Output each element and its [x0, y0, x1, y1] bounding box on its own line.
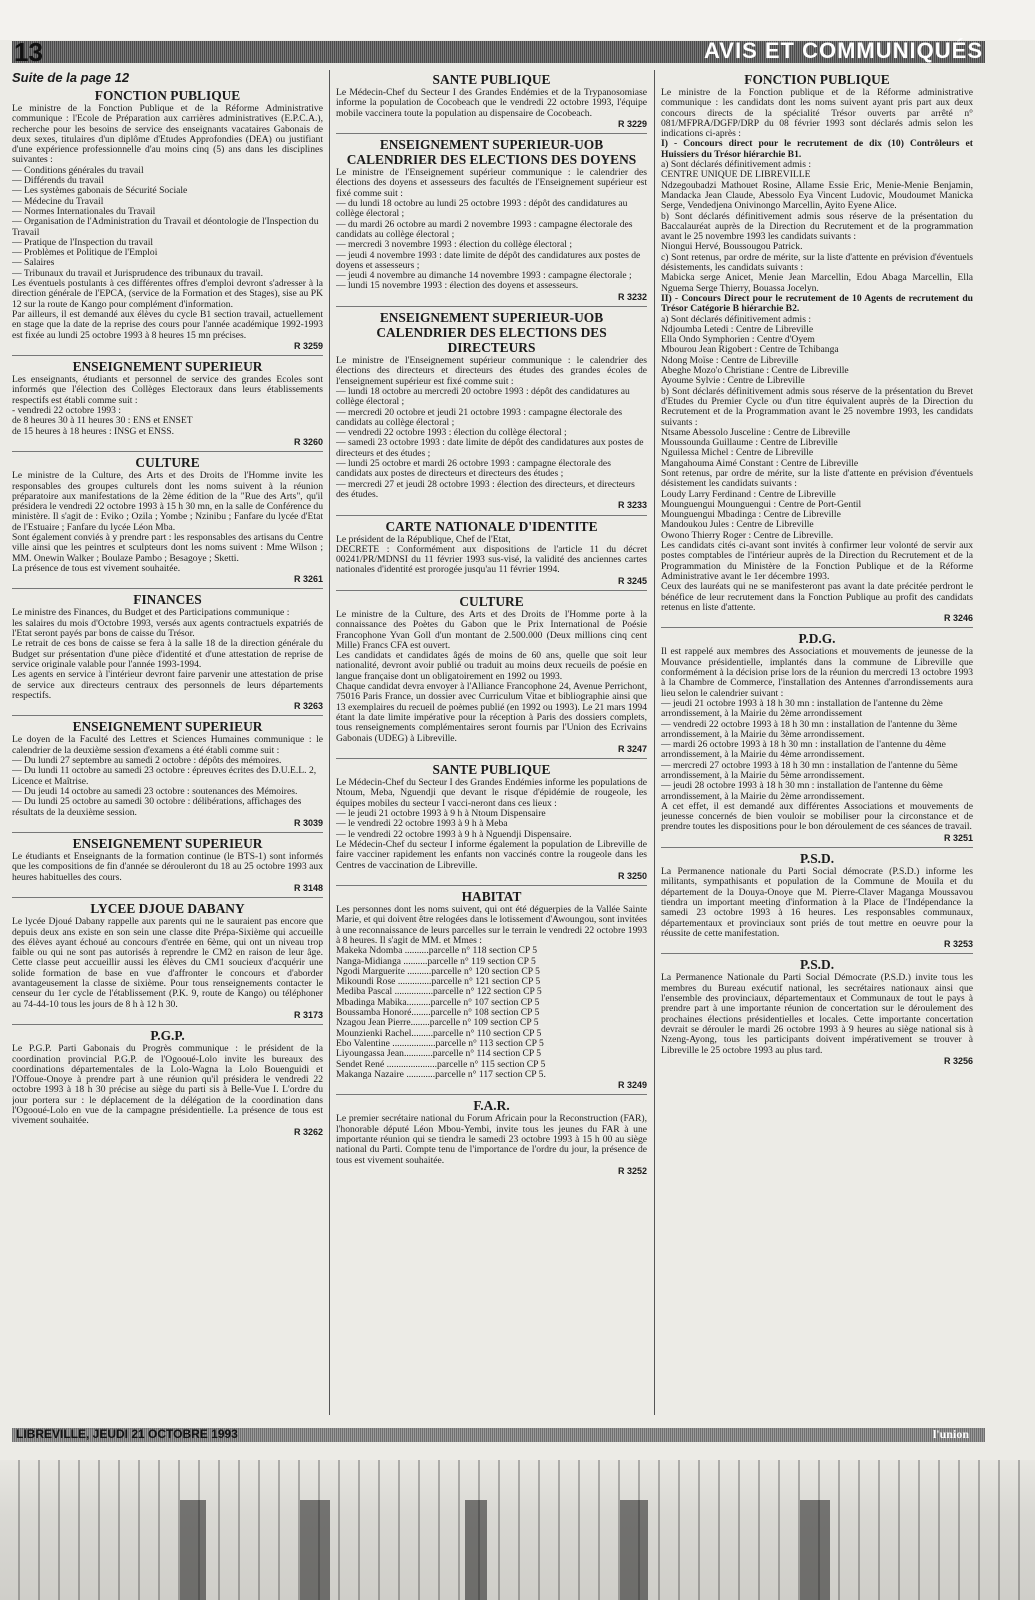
- continuation-note: Suite de la page 12: [12, 70, 130, 85]
- list-item: — mercredi 27 et jeudi 28 octobre 1993 : élection des directeurs, et directeurs des études.: [336, 478, 635, 500]
- notice-title: SANTE PUBLIQUE: [336, 758, 647, 777]
- list-item: — le vendredi 22 octobre 1993 à 9 h à Nguendji Dispensaire.: [336, 828, 572, 840]
- notice-text: Mabicka serge Anicet, Menie Jean Marcellin, Edou Abaga Marcellin, Ella Nguema Serge Thierry, Bouassa Jocelyn.: [661, 272, 973, 294]
- notice-text: Par ailleurs, il est demandé aux élèves du cycle B1 section travail, actuellement en stage que la date de la reprise des cours pour l'année académique 1992-1993 est fixée au lundi 25 octobre 1993 à 8 heures 15 mn précises.: [12, 308, 323, 341]
- notice-title: HABITAT: [336, 885, 647, 904]
- notice-text: Il est rappelé aux membres des Associations et mouvements de jeunesse de la Mouvance présidentielle, implantés dans la commune de Libreville que conformément à la décision prise lors de la réunion du mercredi 13 octobre 1993 à la Chambre de Commerce, l'installation des Antennes d'arrondissements aura lieu selon le calendrier suivant :: [661, 646, 973, 699]
- list-item: Ntsame Abessolo Jusceline : Centre de Libreville: [661, 426, 851, 438]
- notice-subheading: I) - Concours direct pour le recrutement de dix (10) Contrôleurs et Huissiers du Trésor hiérarchie B1.: [661, 138, 973, 160]
- list-item: Boussamba Honoré........parcelle n° 108 section CP 5: [336, 1007, 540, 1019]
- notice-text: La Permanence Nationale du Parti Social Démocrate (P.S.D.) invite tous les membres du Bureau exécutif national, les secrétaires nationaux ainsi que l'ensemble des provinciaux, départementaux et Communaux de tout le pays à prendre part à une importante réunion de concertation sur le déroulement des prochaines élections présidentielles et locales. Cette importante concertation devrait se dérouler le mardi 26 octobre 1993 à 9 heures au siège national sis à Nzeng-Ayong, tous les participants doivent impérativement se trouver à Libreville le 25 octobre 1993 au plus tard.: [661, 972, 973, 1056]
- schedule-list: [336, 199, 647, 292]
- list-item: Nguilessa Michel : Centre de Libreville: [661, 447, 814, 459]
- notice-title: FONCTION PUBLIQUE: [744, 72, 890, 87]
- schedule-list: [336, 809, 647, 840]
- notice-title: ENSEIGNEMENT SUPERIEUR: [12, 715, 323, 734]
- list-item: Ngodi Marguerite ..........parcelle n° 120 section CP 5: [336, 965, 540, 977]
- list-item: Makanga Nazaire ............parcelle n° 117 section CP 5.: [336, 1068, 546, 1080]
- list-item: Loudy Larry Ferdinand : Centre de Libreville: [661, 488, 836, 500]
- notice-title: P.G.P.: [12, 1024, 323, 1043]
- scan-stripe: [180, 1500, 206, 1600]
- notice-text: Le Médecin-Chef du secteur I informe également la population de Libreville de faire vacciner rapidement les enfants non vaccinés contre la rougeole dans les Centres de vaccination de Libreville.: [336, 838, 647, 871]
- notice-text: Sont également conviés à y prendre part : les responsables des artisans du Centre ville ainsi que les peintres et sculpteurs dont les noms suivent : Mme Wilson ; MM. Onewin Walker ; Boulaze Pambo ; Besagoye ; Sketti.: [12, 531, 323, 564]
- column-1: [12, 70, 323, 1415]
- notice-title: ENSEIGNEMENT SUPERIEUR: [12, 355, 323, 374]
- notice-text: Ndzegoubadzi Mathouet Rosine, Allame Essie Eric, Menie-Menie Benjamin, Mandacka Jean Claude, Abessolo Eya Vincent Ludovic, Moudoumet Manicka Serge, Vendedjena Onivinongo Marcellin, Ayito Eyene Alice.: [661, 179, 973, 212]
- notice-text: Les éventuels postulants à ces différentes offres d'emploi devront s'adresser à la direction générale de l'EPCA, (service de la Formation et des Stages), sise au PK 12 sur la route de Kango pour complément d'information.: [12, 278, 323, 310]
- notice-text: Le ministre de la Culture, des Arts et des Droits de l'Homme porte à la connaissance des Poètes du Gabon que le Prix International de Poésie Francophone Yvan Goll d'un montant de 2.500.000 (Deux millions cinq cent Mille) Francs CFA est ouvert.: [336, 608, 647, 651]
- notice-text: Les candidats et candidates âgés de moins de 60 ans, quelle que soit leur nationalité, devront avoir publié ou traduit au moins deux recueils de poésie en langue française dont un obligatoirement en 1992 ou 1993.: [336, 650, 647, 682]
- notice-title: ENSEIGNEMENT SUPERIEUR: [12, 832, 323, 851]
- notice-text: La Permanence nationale du Parti Social démocrate (P.S.D.) informe les militants, sympathisants et population de la Commune de Mouila et du département de la Douya-Onoye que M. Pierre-Claver Maganga Moussavou tiendra un important meeting d'information à la Place de l'Indépendance la samedi 23 octobre 1993 à 16 heures. Les responsables communaux, départementaux et provinciaux sont priés de tout mettre en oeuvre pour la réussite de cette manifestation.: [661, 866, 973, 939]
- scan-stripe: [620, 1500, 648, 1600]
- notice-text: Les enseignants, étudiants et personnel de service des grandes Ecoles sont informés que l'élection des Collèges Electoraux dans leurs établissements respectifs est établi comme suit :: [12, 374, 323, 406]
- notice-culture: [12, 451, 323, 584]
- column-rule: [329, 70, 330, 1415]
- notice-ref: R 3247: [617, 743, 647, 754]
- list-item: Abeghe Mozo'o Christiane : Centre de Libreville: [661, 365, 849, 377]
- footer-dateline: LIBREVILLE, JEUDI 21 OCTOBRE 1993: [16, 1427, 238, 1441]
- list-item: — lundi 18 octobre au mercredi 20 octobre 1993 : dépôt des candidatures au collège électoral ;: [336, 385, 630, 408]
- list-item: Mounguengui Mounguengui : Centre de Port-Gentil: [661, 498, 862, 510]
- notice-ref: R 3246: [943, 613, 973, 624]
- notice-ref: R 3252: [617, 1165, 647, 1176]
- notice-text: b) Sont déclarés définitivement admis sous réserve de la présentation du Baccalauréat auprès de la Direction du Recrutement et de la programmation avant le 25 novembre 1993 les candidats suivants :: [661, 210, 973, 243]
- list-item: Mikoundi Rose ..............parcelle n° 121 section CP 5: [336, 976, 541, 988]
- notice-subheading: II) - Concours Direct pour le recrutement de 10 Agents de recrutement du Trésor Catégorie B hiérarchie B2.: [661, 292, 973, 315]
- notice-title: FONCTION PUBLIQUE: [94, 88, 241, 103]
- notice-sante-publique: [336, 72, 647, 129]
- list-item: Mounzienki Rachel.........parcelle n° 110 section CP 5: [336, 1027, 542, 1039]
- schedule-list: [661, 699, 973, 802]
- notice-carte-identite: [336, 515, 647, 586]
- section-title: AVIS ET COMMUNIQUÉS: [704, 38, 983, 63]
- notice-elections-directeurs: [336, 306, 647, 510]
- notice-title: CULTURE: [12, 451, 323, 470]
- notice-text: Le retrait de ces bons de caisse se fera à la salle 18 de la direction générale du Budget sur présentation d'une pièce d'identité et d'une attestation de reprise de service originale valable pour l'année 1993-1994.: [12, 638, 323, 670]
- notice-text: Le Médecin-Chef du Secteur I des Grandes Endémies et de la Trypanosomiase informe la population de Cocobeach que le vendredi 22 octobre 1993, l'équipe mobile vaccinera toute la population au dispensaire de Cocobeach.: [336, 87, 647, 119]
- notice-ref: R 3263: [293, 701, 323, 712]
- scan-stripe: [800, 1500, 830, 1600]
- notice-text: A cet effet, il est demandé aux différentes Associations et mouvements de jeunesse concernés de bien vouloir se mobiliser pour la circonstance et de prendre toutes les dispositions pour le bon déroulement de ces séances de travail.: [661, 800, 973, 833]
- notice-enseignement-superieur: [12, 355, 323, 447]
- parcel-list: [336, 946, 647, 1080]
- notice-far: [336, 1094, 647, 1176]
- notice-ref: R 3249: [617, 1080, 647, 1091]
- list-item: Mandoukou Jules : Centre de Libreville: [661, 519, 814, 531]
- list-item: — du lundi 18 octobre au lundi 25 octobre 1993 : dépôt des candidatures au collège électoral ;: [336, 198, 628, 220]
- notice-ref: R 3232: [617, 291, 647, 302]
- admitted-list: [661, 325, 973, 387]
- list-item: Mangahouma Aimé Constant : Centre de Libreville: [661, 457, 859, 469]
- list-item: — Tribunaux du travail et Jurisprudence des tribunaux du travail.: [12, 267, 263, 279]
- notice-ref: R 3253: [943, 939, 973, 950]
- notice-psd: [661, 953, 973, 1066]
- list-item: — Organisation de l'Administration du Travail et déontologie de l'Inspection du Travail: [12, 216, 319, 238]
- notice-text: de 8 heures 30 à 11 heures 30 : ENS et ENSET: [12, 415, 193, 427]
- notice-text: c) Sont retenus, par ordre de mérite, sur la liste d'attente en prévision d'éventuels désistements, les candidats suivants :: [661, 251, 973, 274]
- notice-text: Le ministre de l'Enseignement supérieur communique : le calendrier des élections des doyens et assesseurs des facultés de l'Enseignement supérieur est fixé comme suit :: [336, 167, 647, 199]
- list-item: — Médecine du Travail: [12, 195, 104, 207]
- list-item: Mounguengui Mbadinga : Centre de Libreville: [661, 509, 841, 521]
- list-item: — lundi 15 novembre 1993 : élection des doyens et assesseurs.: [336, 280, 579, 292]
- list-item: — mercredi 3 novembre 1993 : élection du collège électoral ;: [336, 239, 573, 251]
- scan-stripe: [300, 1500, 330, 1600]
- notice-text: Le ministre des Finances, du Budget et des Participations communique :: [12, 607, 290, 619]
- notice-text: les salaires du mois d'Octobre 1993, versés aux agents contractuels expatriés de l'Etat seront payés par bons de caisse du Trésor.: [12, 617, 323, 640]
- notice-text: b) Sont déclarés définitivement admis sous réserve de la présentation du Brevet d'Etudes du Premier Cycle ou d'un titre équivalent auprès de la Direction du Recrutement et de la Programmation avant le 25 novembre 1993, les candidats suivants :: [661, 385, 973, 428]
- notice-text: Le ministre de la Fonction publique et de la Réforme administrative communique : les candidats dont les noms suivent ayant pris part aux deux concours directs de la spécialité Trésor ouverts par arrêté n° 081/MFPRA/DGFP/DRP du 08 février 1993 sont déclarés admis selon les indications ci-après :: [661, 87, 973, 140]
- list-item: — Du lundi 27 septembre au samedi 2 octobre : dépôts des mémoires.: [12, 755, 282, 767]
- notice-text: Le lycée Djoué Dabany rappelle aux parents qui ne le sauraient pas encore que depuis deux ans existe en son sein une classe dite Prépa-Sixième qui accueille des élèves ayant échoué au concours d'entrée en 6ème, qui ont un niveau trop faible ou qui ne sont pas autorisés à reprendre le CM2 en raison de leur âge. Cette classe peut accueillir aussi les élèves du CM1 soucieux d'acquérir une solide formation de base en vue d'affronter le concours et d'aborder avantageusement la classe de sixième. Pour tous renseignements contacter le censeur du 1er cycle de l'établissement (P.K. 9, route de Kango) ou téléphoner au 74-44-10 tous les jours de 8 h à 12 h 30.: [12, 916, 323, 1010]
- list-item: Mediba Pascal ................parcelle n° 122 section CP 5: [336, 986, 542, 998]
- notice-title: ENSEIGNEMENT SUPERIEUR-UOB CALENDRIER DES ELECTIONS DES DIRECTEURS: [336, 306, 647, 355]
- notice-text: Le premier secrétaire national du Forum Africain pour la Reconstruction (FAR), l'honorable député Léon Mbou-Yembi, invite tous les jeunes du FAR à une importante réunion qui se tiendra le samedi 23 octobre 1993 à 15 h 00 au siège national du Parti. Compte tenu de l'importance de l'ordre du jour, la présence de tous est vivement souhaitée.: [336, 1113, 647, 1166]
- notice-text: Le président de la République, Chef de l'Etat,: [336, 533, 511, 545]
- notice-text: Ceux des lauréats qui ne se manifesteront pas avant la date précitée perdront le bénéfice de leur recrutement dans la Fonction Publique au profit des candidats retenus en liste d'attente.: [661, 581, 973, 613]
- notice-title: CULTURE: [336, 590, 647, 609]
- notice-ref: R 3251: [943, 832, 973, 843]
- notice-text: Les agents en service à l'intérieur devront faire parvenir une attestation de prise de service aux directeurs centraux des personnels de leurs départements respectifs.: [12, 669, 323, 701]
- notice-ref: R 3173: [293, 1009, 323, 1020]
- list-item: — Pratique de l'Inspection du travail: [12, 236, 154, 248]
- column-3: [661, 70, 973, 1415]
- list-item: — jeudi 28 octobre 1993 à 18 h 30 mn : installation de l'antenne du 6ème arrondissement, à la Mairie du 2ème arrondissement.: [661, 780, 943, 802]
- notice-text: DECRETE : Conformément aux dispositions de l'article 11 du décret 00241/PR/MDNSI du 11 février 1993 sus-visé, la validité des anciennes cartes nationales d'identité est prorogée jusqu'au 11 février 1994.: [336, 543, 647, 576]
- list-item: — Problèmes et Politique de l'Emploi: [12, 247, 158, 259]
- notice-ref: R 3259: [293, 340, 323, 351]
- notice-title: P.D.G.: [661, 627, 973, 646]
- notice-title: ENSEIGNEMENT SUPERIEUR-UOB CALENDRIER DES ELECTIONS DES DOYENS: [336, 133, 647, 167]
- list-item: — Du lundi 11 octobre au samedi 23 octobre : épreuves écrites des D.U.E.L. 2, Licence et Maîtrise.: [12, 765, 317, 787]
- notice-title: LYCEE DJOUE DABANY: [12, 897, 323, 916]
- list-item: Mbadinga Mabika..........parcelle n° 107 section CP 5: [336, 996, 540, 1008]
- list-item: Moussounda Guillaume : Centre de Libreville: [661, 437, 838, 449]
- list-item: — Normes Internationales du Travail: [12, 205, 156, 217]
- notice-text: Les candidats cités ci-avant sont invités à confirmer leur volonté de servir aux postes comptables de l'intérieur auprès de la Direction du Recrutement et de la Programmation du Ministère de la Fonction Publique et de la Réforme Administrative avant le 1er décembre 1993.: [661, 540, 973, 582]
- list-item: — mercredi 27 octobre 1993 à 18 h 30 mn : installation de l'antenne du 5ème arrondissement, à la Mairie du 5ème arrondissement.: [661, 759, 958, 781]
- notice-text: Chaque candidat devra envoyer à l'Alliance Francophone 24, Avenue Perrichont, 75016 Paris France, un dossier avec Curriculum Vitae et bibliographie ainsi que 13 exemplaires du recueil de poèmes publié (en 1992 ou 1993). Le 21 mars 1994 étant la date limite impérative pour la réception à Paris des dossiers complets, tous renseignements complémentaires seront fournis par l'Union des Ecrivains Gabonais (UDEG) à Libreville.: [336, 681, 647, 744]
- notice-text: Sont retenus, par ordre de mérite, sur la liste d'attente en prévision d'éventuels désistement les candidats suivants :: [661, 467, 973, 490]
- notice-pgp: [12, 1024, 323, 1137]
- list-item: Liyoungassa Jean............parcelle n° 114 section CP 5: [336, 1048, 542, 1060]
- notice-psd: [661, 847, 973, 949]
- list-item: — jeudi 4 novembre au dimanche 14 novembre 1993 : campagne électorale ;: [336, 270, 632, 282]
- list-item: Sendet René .....................parcelle n° 115 section CP 5: [336, 1058, 546, 1070]
- page-number: 13: [14, 37, 43, 67]
- notice-enseignement-superieur: [12, 832, 323, 893]
- notice-pdg: [661, 627, 973, 843]
- notice-ref: R 3250: [617, 870, 647, 881]
- list-item: — mercredi 20 octobre et jeudi 21 octobre 1993 : campagne électorale des candidats au collège électoral ;: [336, 406, 623, 428]
- notice-ref: R 3229: [617, 118, 647, 129]
- list-item: Ndong Moïse : Centre de Libreville: [661, 354, 799, 366]
- notice-culture: [336, 590, 647, 754]
- list-item: — Différends du travail: [12, 175, 104, 187]
- notice-title: SANTE PUBLIQUE: [432, 72, 551, 87]
- notice-title: P.S.D.: [661, 953, 973, 972]
- notice-text: Le Médecin-Chef du Secteur I des Grandes Endémies informe les populations de Ntoum, Meba, Nguendji que devant le risque d'épidémie de rougeole, les équipes mobiles du secteur I vacci-neront dans ces lieux :: [336, 777, 647, 809]
- notice-fonction-publique-tresor: [661, 72, 973, 623]
- list-item: — Du jeudi 14 octobre au samedi 23 octobre : soutenances des Mémoires.: [12, 785, 298, 797]
- notice-ref: R 3245: [617, 575, 647, 586]
- notice-ref: R 3260: [293, 436, 323, 447]
- notice-ref: R 3261: [293, 574, 323, 585]
- notice-ref: R 3148: [293, 883, 323, 893]
- notice-text: Le étudiants et Enseignants de la formation continue (le BTS-1) sont informés que les compositions de fin d'année se dérouleront du 18 au 25 octobre 1993 aux heures habituelles des cours.: [12, 851, 323, 883]
- notice-text: Le P.G.P. Parti Gabonais du Progrès communique : le président de la coordination provincial P.G.P. de l'Ogooué-Lolo invite les bureaux des coordinations départementales de la Lolo-Wagna la Lolo Bouenguidi et l'Offoue-Onoye à prendre part à une réunion qu'il présidera le vendredi 22 octobre 1993 à 18 h 30 précise au siège du parti sis à Belle-Vue I. L'ordre du jour portera sur : le déplacement de la délégation de la coordination dans l'Ogooué-Lolo en vue de la campagne présidentielle. La présence de tous est vivement souhaitée.: [12, 1043, 323, 1127]
- list-item: Nzagou Jean Pierre........parcelle n° 109 section CP 5: [336, 1017, 539, 1029]
- notice-fonction-publique: [12, 88, 323, 351]
- notice-habitat: [336, 885, 647, 1090]
- notice-ref: R 3233: [617, 500, 647, 511]
- schedule-list: [336, 387, 647, 500]
- list-item: — Salaires: [12, 257, 55, 269]
- notice-text: - vendredi 22 octobre 1993 :: [12, 405, 121, 417]
- notice-title: FINANCES: [12, 588, 323, 607]
- column-rule: [654, 70, 655, 1415]
- list-item: Makeka Ndomba ..........parcelle n° 118 section CP 5: [336, 945, 538, 957]
- list-item: Owono Thierry Roger : Centre de Libreville.: [661, 529, 834, 541]
- notice-ref: R 3262: [293, 1126, 323, 1137]
- discipline-list: [12, 166, 323, 279]
- notice-title: CARTE NATIONALE D'IDENTITE: [336, 515, 647, 534]
- notice-text: Le ministre de la Culture, des Arts et des Droits de l'Homme invite les responsables des groupes culturels dont les noms suivent à la réunion préparatoire aux manifestations de la 2ème édition de la "Rue des Arts", qu'il présidera le vendredi 22 octobre 1993 à 15 h 30 mn, en la salle de Conférence du ministère. Il s'agit de : Eviko ; Ozila ; Yombe ; Nzinibu ; Fanfare du lycée d'Etat de l'Estuaire ; Fanfare du lycée Léon Mba.: [12, 470, 323, 533]
- list-item: — jeudi 21 octobre 1993 à 18 h 30 mn : installation de l'antenne du 2ème arrondissement, à la Mairie du 2ème arrondissement: [661, 697, 943, 720]
- list-item: — samedi 23 octobre 1993 : date limite de dépôt des candidatures aux postes de directeurs et des études ;: [336, 437, 644, 459]
- schedule-list: [12, 756, 323, 818]
- list-item: — Du lundi 25 octobre au samedi 30 octobre : délibérations, affichages des résultats de la deuxième session.: [12, 796, 302, 818]
- list-item: Nanga-Midianga ..........parcelle n° 119 section CP 5: [336, 955, 536, 967]
- notice-text: Les personnes dont les noms suivent, qui ont été déguerpies de la Vallée Sainte Marie, et qui doivent être relogées dans le lotissement d'Awoungou, sont invitées à une reconnaissance de leurs parcelles sur le terrain le vendredi 22 octobre 1993 à 8 heures. Il s'agit de MM. et Mmes :: [336, 904, 647, 946]
- footer-masthead: l'union: [932, 1427, 969, 1441]
- notice-ref: R 3256: [943, 1055, 973, 1066]
- list-item: — lundi 25 octobre et mardi 26 octobre 1993 : campagne électorale des candidats aux postes de directeurs et directeurs des études ;: [336, 458, 611, 480]
- notice-finances: [12, 588, 323, 711]
- list-item: Mbourou Jean Rigobert : Centre de Tchibanga: [661, 344, 839, 356]
- list-item: — jeudi 4 novembre 1993 : date limite de dépôt des candidatures aux postes de doyens et assesseurs ;: [336, 249, 641, 271]
- list-item: Ndjoumba Letedi : Centre de Libreville: [661, 323, 814, 335]
- list-item: — le jeudi 21 octobre 1993 à 9 h à Ntoum Dispensaire: [336, 808, 546, 820]
- notice-sante-publique: [336, 758, 647, 881]
- list-item: — Les systèmes gabonais de Sécurité Sociale: [12, 185, 188, 197]
- list-item: — du mardi 26 octobre au mardi 2 novembre 1993 : campagne électorale des candidats au collège électoral ;: [336, 218, 633, 240]
- list-item: — mardi 26 octobre 1993 à 18 h 30 mn : installation de l'antenne du 4ème arrondissement, à la Mairie du 4ème arrondissement.: [661, 739, 946, 761]
- notice-text: Le ministre de la Fonction Publique et de la Réforme Administrative communique : l'Ecole de Préparation aux carrières administratives (E.P.C.A.), recherche pour les besoins de service des enseignants vacataires Gabonais de deux sexes, titulaires d'un diplôme d'Etudes Approfondies (DEA) ou justifiant d'une expérience professionnelle d'au moins cinq (5) ans dans les disciplines suivantes :: [12, 103, 323, 166]
- notice-text: Niongui Hervé, Boussougou Patrick.: [661, 241, 803, 253]
- list-item: — vendredi 22 octobre 1993 à 18 h 30 mn : installation de l'antenne du 3ème arrondissement, à la Mairie du 3ème arrondissement.: [661, 718, 958, 740]
- notice-text: de 15 heures à 18 heures : INSG et ENSS.: [12, 425, 174, 437]
- list-item: Ebo Valentine ..................parcelle n° 113 section CP 5: [336, 1037, 544, 1049]
- notice-text: La présence de tous est vivement souhaitée.: [12, 562, 181, 574]
- notice-title: P.S.D.: [661, 847, 973, 866]
- column-2: [336, 70, 647, 1415]
- notice-text: Le doyen de la Faculté des Lettres et Sciences Humaines communique : le calendrier de la deuxième session d'examens a été établi comme suit :: [12, 734, 323, 756]
- scan-noise-area: [0, 1460, 1035, 1600]
- admitted-list: [661, 428, 973, 469]
- page-top-margin: [0, 0, 1035, 40]
- list-item: Ella Ondo Symphorien : Centre d'Oyem: [661, 334, 815, 346]
- scan-stripe: [465, 1500, 487, 1600]
- notice-title: F.A.R.: [336, 1094, 647, 1113]
- notice-ref: R 3039: [293, 817, 323, 828]
- notice-lycee-djoue-dabany: [12, 897, 323, 1020]
- notice-enseignement-superieur: [12, 715, 323, 828]
- notice-elections-doyens: [336, 133, 647, 302]
- notice-text: a) Sont déclarés définitivement admis :: [661, 159, 811, 171]
- notice-text: Le ministre de l'Enseignement supérieur communique : le calendrier des élections des directeurs et directeurs des études des grandes écoles de l'enseignement supérieur est fixé comme suit :: [336, 355, 647, 387]
- list-item: — Conditions générales du travail: [12, 164, 144, 176]
- list-item: — vendredi 22 octobre 1993 : élection du collège électoral ;: [336, 427, 567, 439]
- list-item: — le vendredi 22 octobre 1993 à 9 h à Meba: [336, 818, 508, 830]
- notice-text: a) Sont déclarés définitivement admis :: [661, 313, 811, 325]
- list-item: Ayoume Sylvie : Centre de Libreville: [661, 375, 805, 387]
- notice-text: CENTRE UNIQUE DE LIBREVILLE: [661, 169, 811, 181]
- waiting-list: [661, 490, 973, 541]
